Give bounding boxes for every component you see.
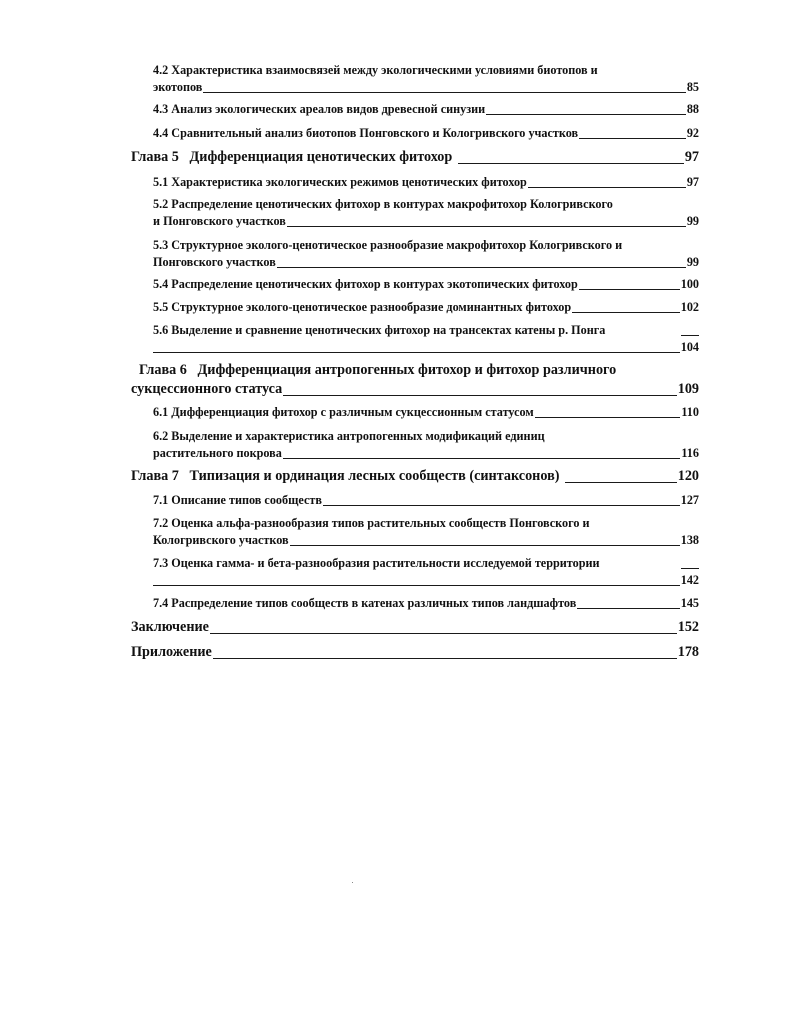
toc-page-number: 110 xyxy=(681,405,699,419)
leader-line xyxy=(579,138,686,139)
toc-page-number: 92 xyxy=(686,126,699,140)
toc-conclusion xyxy=(131,618,699,637)
leader-line xyxy=(323,505,680,506)
leader-line xyxy=(213,658,677,659)
toc-entry-5-1 xyxy=(153,174,699,191)
leader-line xyxy=(277,267,686,268)
toc-page-number: 142 xyxy=(680,573,699,587)
toc-page-number: 88 xyxy=(686,102,699,116)
toc-chapter-title: Глава 6 Дифференциация антропогенных фитохор и фитохор различного xyxy=(139,362,617,378)
toc-page-number: 178 xyxy=(677,644,699,660)
toc-page-number: 152 xyxy=(677,619,699,635)
leader-line xyxy=(565,482,676,483)
toc-page-number: 97 xyxy=(686,175,699,189)
leader-line xyxy=(572,312,680,313)
toc-page-number: 99 xyxy=(686,214,699,228)
toc-entry-5-6 xyxy=(153,322,699,356)
toc-entry-title-cont: экотопов xyxy=(153,80,203,94)
toc-page-number: 104 xyxy=(680,340,699,354)
toc-chapter-7 xyxy=(131,467,699,486)
toc-entry-7-4 xyxy=(153,595,699,612)
leader-line xyxy=(577,608,679,609)
toc-entry-7-3 xyxy=(153,555,699,589)
toc-page-number: 120 xyxy=(677,468,699,484)
toc-entry-title: 7.1 Описание типов сообществ xyxy=(153,493,322,507)
toc-entry-5-3 xyxy=(153,237,699,271)
toc-entry-4-3 xyxy=(153,101,699,118)
toc-entry-title: 6.1 Дифференциация фитохор с различным сукцессионным статусом xyxy=(153,405,534,419)
toc-entry-5-4 xyxy=(153,276,699,293)
toc-entry-title-cont: растительного покрова xyxy=(153,446,282,460)
leader-line xyxy=(486,114,686,115)
toc-page-number: 116 xyxy=(681,446,699,460)
leader-line xyxy=(283,395,676,396)
toc-entry-7-2 xyxy=(153,515,699,549)
toc-chapter-title-cont: сукцессионного статуса xyxy=(131,381,283,397)
toc-entry-title: 5.5 Структурное эколого-ценотическое разнообразие доминантных фитохор xyxy=(153,300,572,314)
toc-entry-title: 4.2 Характеристика взаимосвязей между экологическими условиями биотопов и xyxy=(153,63,598,77)
toc-chapter-title: Заключение xyxy=(131,619,209,635)
toc-page-number: 100 xyxy=(680,277,699,291)
leader-line xyxy=(458,163,684,164)
leader-line xyxy=(153,352,680,353)
leader-line xyxy=(210,633,677,634)
toc-entry-title: 4.3 Анализ экологических ареалов видов древесной синузии xyxy=(153,102,486,116)
toc-entry-title: 6.2 Выделение и характеристика антропогенных модификаций единиц xyxy=(153,429,545,443)
leader-line xyxy=(287,226,686,227)
toc-chapter-title: Приложение xyxy=(131,644,212,660)
toc-page-number: 99 xyxy=(686,255,699,269)
toc-chapter-5 xyxy=(131,148,699,167)
toc-entry-title: 5.1 Характеристика экологических режимов ценотических фитохор xyxy=(153,175,527,189)
leader-line xyxy=(528,187,686,188)
toc-page-number: 97 xyxy=(684,149,699,165)
toc-entry-7-1 xyxy=(153,492,699,509)
toc-entry-title: 5.4 Распределение ценотических фитохор в контурах экотопических фитохор xyxy=(153,277,578,291)
toc-page-number: 138 xyxy=(680,533,699,547)
toc-entry-title-cont: Кологривского участков xyxy=(153,533,289,547)
toc-entry-5-5 xyxy=(153,299,699,316)
toc-entry-title: 4.4 Сравнительный анализ биотопов Понговского и Кологривского участков xyxy=(153,126,579,140)
toc-entry-4-4 xyxy=(153,125,699,142)
toc-entry-title: 5.6 Выделение и сравнение ценотических фитохор на трансектах катены р. Понга xyxy=(153,323,606,337)
toc-entry-title-cont: и Понговского участков xyxy=(153,214,286,228)
toc-entry-title: 5.3 Структурное эколого-ценотическое разнообразие макрофитохор Кологривского и xyxy=(153,238,623,252)
toc-entry-title: 5.2 Распределение ценотических фитохор в контурах макрофитохор Кологривского xyxy=(153,197,613,211)
leader-line xyxy=(681,568,699,569)
toc-chapter-title: Глава 5 Дифференциация ценотических фитохор xyxy=(131,149,453,165)
toc-chapter-6 xyxy=(131,361,699,399)
leader-line xyxy=(681,335,699,336)
toc-appendix xyxy=(131,643,699,662)
toc-entry-4-2 xyxy=(153,62,699,96)
leader-line xyxy=(579,289,680,290)
toc-chapter-title: Глава 7 Типизация и ординация лесных сообществ (синтаксонов) xyxy=(131,468,560,484)
toc-entry-title: 7.4 Распределение типов сообществ в катенах различных типов ландшафтов xyxy=(153,596,577,610)
toc-entry-6-1 xyxy=(153,404,699,421)
toc-page-number: 85 xyxy=(686,80,699,94)
toc-page-number: 109 xyxy=(677,381,699,397)
leader-line xyxy=(153,585,680,586)
toc-entry-title: 7.2 Оценка альфа-разнообразия типов растительных сообществ Понговского и xyxy=(153,516,590,530)
toc-page-number: 102 xyxy=(680,300,699,314)
toc-entry-5-2 xyxy=(153,196,699,230)
toc-entry-title-cont: Понговского участков xyxy=(153,255,276,269)
toc-page-number: 145 xyxy=(680,596,699,610)
leader-line xyxy=(203,92,685,93)
leader-line xyxy=(290,545,680,546)
toc-entry-6-2 xyxy=(153,428,699,462)
leader-line xyxy=(535,417,681,418)
leader-line xyxy=(283,458,681,459)
toc-entry-title: 7.3 Оценка гамма- и бета-разнообразия растительности исследуемой территории xyxy=(153,556,600,570)
scan-speck xyxy=(352,882,353,883)
toc-page-number: 127 xyxy=(680,493,699,507)
